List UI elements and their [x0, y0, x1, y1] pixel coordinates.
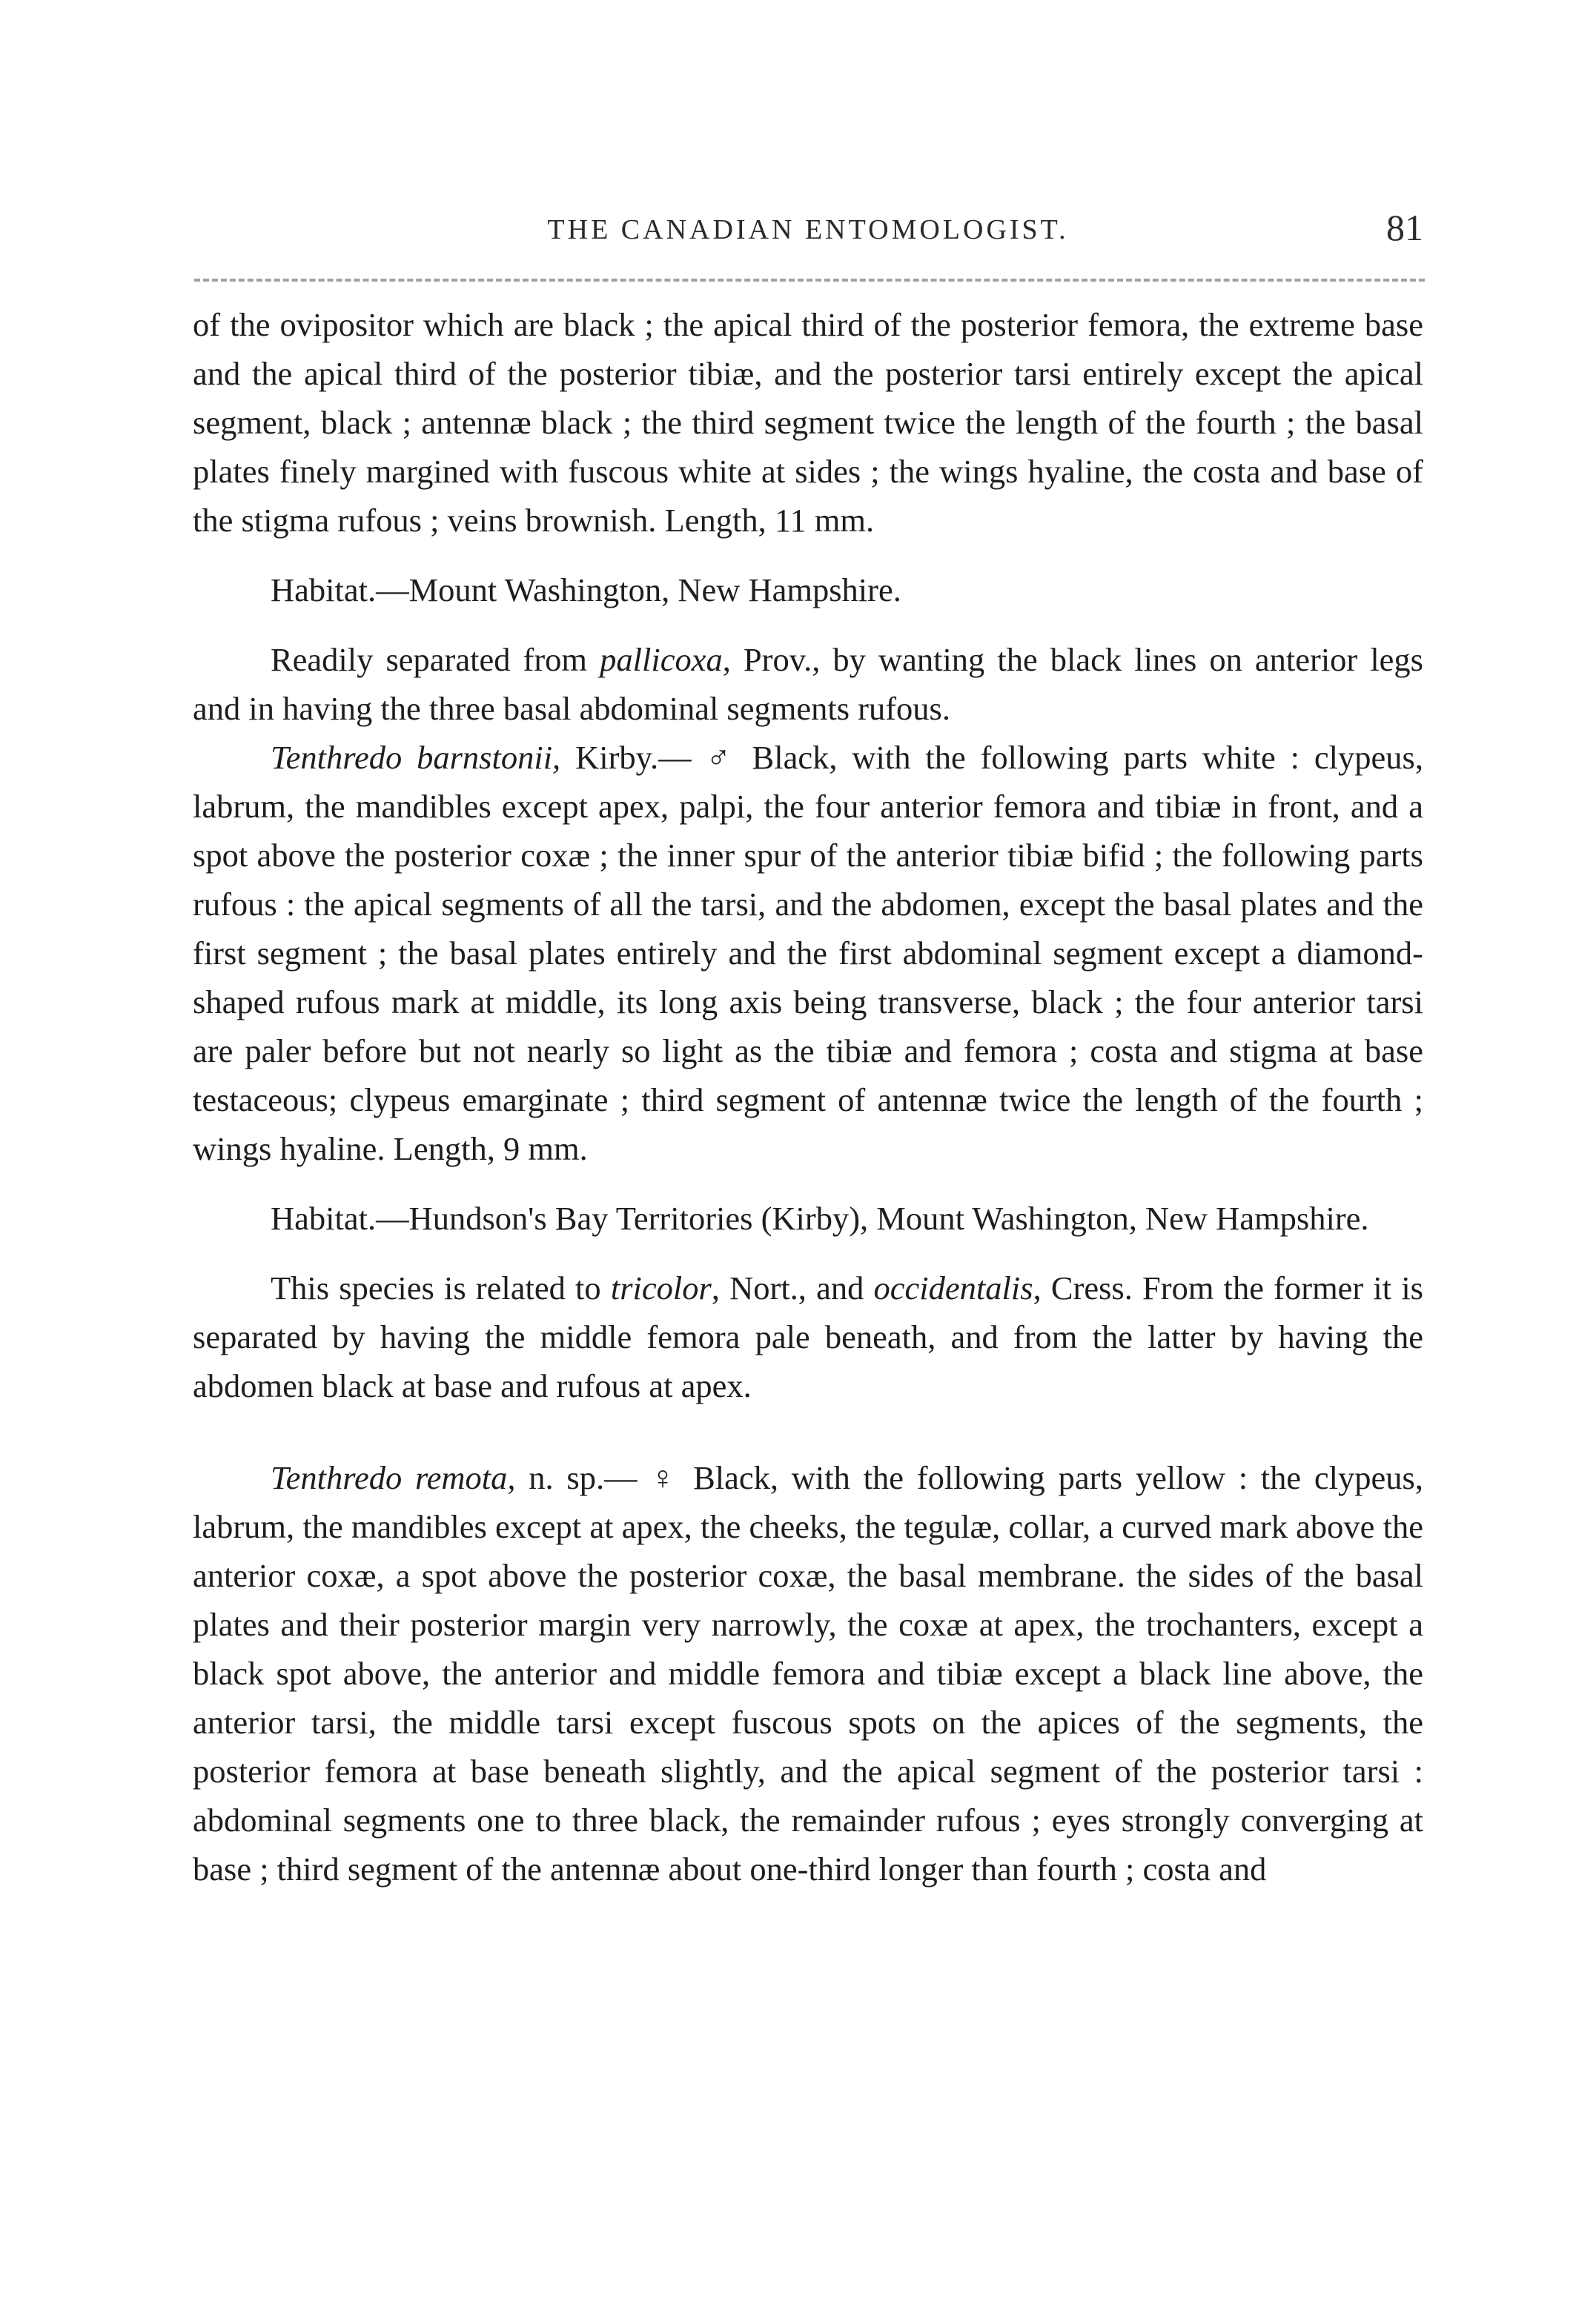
paragraph-remarks-2	[193, 1264, 1423, 1410]
species-name-remota: Tenthredo remota,	[271, 1459, 516, 1496]
remarks-2-text-b: , Nort., and	[711, 1269, 874, 1307]
species-ref-tricolor: tricolor	[610, 1269, 712, 1307]
species-description-remota: n. sp.— ♀ Black, with the following parts yellow : the clypeus, labrum, the mandibles except at apex, the cheeks, the tegulæ, collar, a curved mark above the anterior coxæ, a spot above the posterior coxæ, the basal membrane. the sides of the basal plates and their posterior margin very narrowly, the coxæ at apex, the trochanters, except a black spot above, the anterior and middle femora and tibiæ except a black line above, the anterior tarsi, the middle tarsi except fuscous spots on the apices of the segments, the posterior femora at base beneath slightly, and the apical segment of the posterior tarsi : abdominal segments one to three black, the remainder rufous ; eyes strongly converging at base ; third segment of the antennæ about one-third longer than fourth ; costa and	[193, 1459, 1423, 1888]
species-ref-pallicoxa: pallicoxa	[600, 641, 723, 678]
species-ref-occidentalis: occidentalis	[873, 1269, 1033, 1307]
remarks-1-text-a: Readily separated from	[271, 641, 600, 678]
remarks-2-text-a: This species is related to	[271, 1269, 611, 1307]
paragraph-habitat-1: Habitat.—Mount Washington, New Hampshire.	[271, 571, 901, 608]
page-number: 81	[1386, 207, 1423, 248]
paragraph-species-barnstonii	[193, 733, 1423, 1173]
paragraph-continuation: of the ovipositor which are black ; the apical third of the posterior femora, the extreme base and the apical third of the posterior tibiæ, and the posterior tarsi entirely except the apical segment, black ; antennæ black ; the third segment twice the length of the fourth ; the basal plates finely margined with fuscous white at sides ; the wings hyaline, the costa and base of the stigma rufous ; veins brownish. Length, 11 mm.	[193, 306, 1423, 539]
remarks-1-text-b: , Prov., by wanting the black lines on anterior legs and in having the three basal abdominal segments rufous.	[193, 641, 1423, 727]
body-text	[193, 300, 1423, 1893]
species-description-barnstonii: Kirby.— ♂ Black, with the following parts white : clypeus, labrum, the mandibles except apex, palpi, the four anterior femora and tibiæ in front, and a spot above the posterior coxæ ; the inner spur of the anterior tibiæ bifid ; the following parts rufous : the apical segments of all the tarsi, and the abdomen, except the basal plates and the first segment ; the basal plates entirely and the first abdominal segment except a diamond-shaped rufous mark at middle, its long axis being transverse, black ; the four anterior tarsi are paler before but not nearly so light as the tibiæ and femora ; costa and stigma at base testaceous; clypeus emarginate ; third segment of antennæ twice the length of the fourth ; wings hyaline. Length, 9 mm.	[193, 739, 1423, 1167]
running-title: THE CANADIAN ENTOMOLOGIST.	[547, 214, 1069, 245]
paragraph-remarks-1	[193, 635, 1423, 733]
paragraph-habitat-2: Habitat.—Hundson's Bay Territories (Kirby), Mount Washington, New Hampshire.	[271, 1200, 1369, 1237]
header-rule	[194, 279, 1425, 282]
remarks-2-text-c: , Cress. From the former it is separated by having the middle femora pale beneath, and from the latter by having the abdomen black at base and rufous at apex.	[193, 1269, 1423, 1404]
running-head	[193, 206, 1423, 265]
species-name-barnstonii: Tenthredo barnstonii,	[271, 739, 561, 776]
paragraph-species-remota	[193, 1453, 1423, 1893]
